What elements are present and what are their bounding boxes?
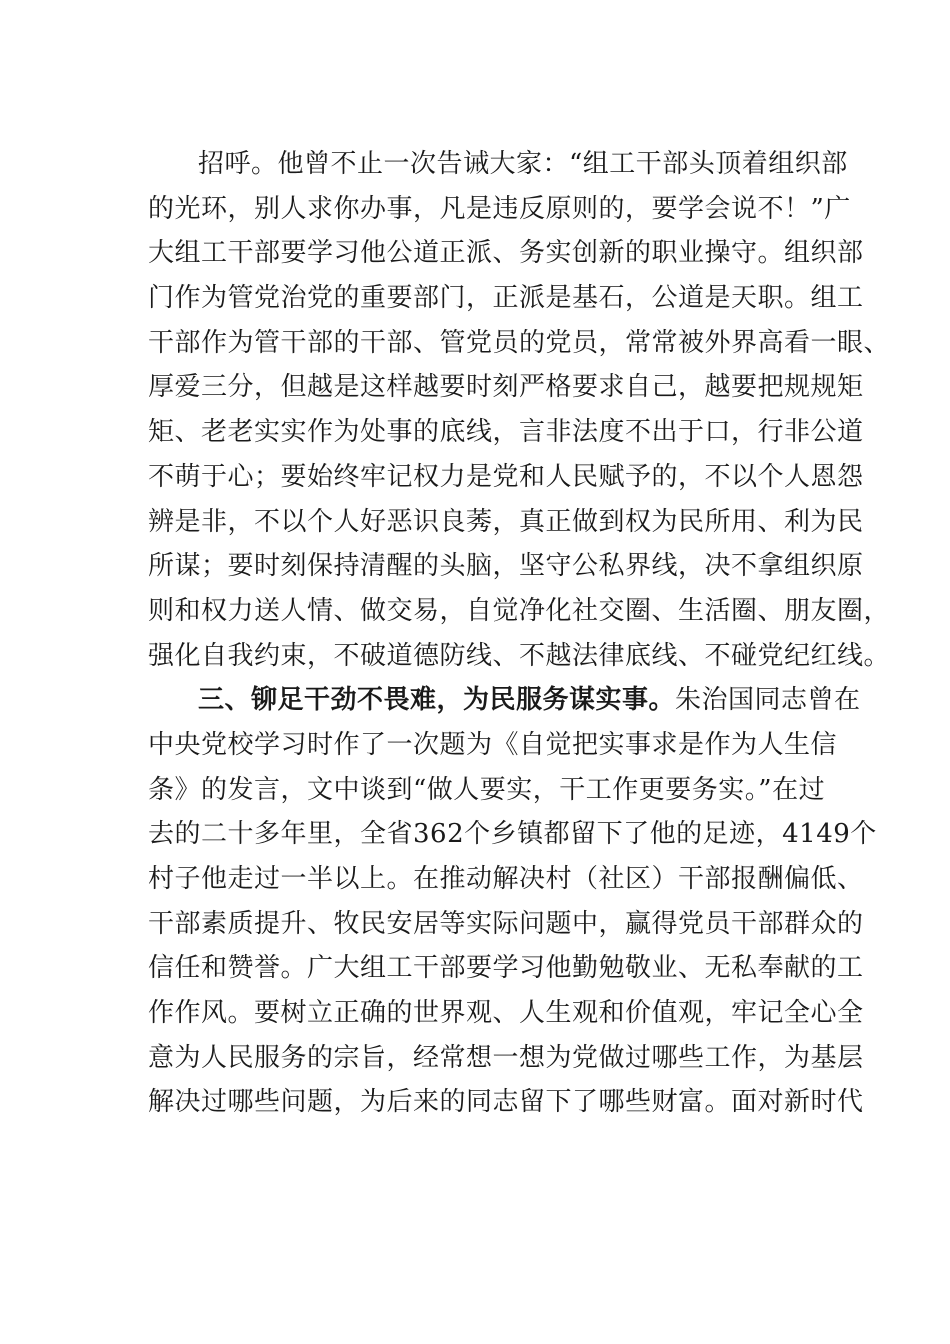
text-line: 厚爱三分，但越是这样越要时刻严格要求自己，越要把规规矩 (148, 372, 864, 403)
text-line: 强化自我约束，不破道德防线、不越法律底线、不碰党纪红线。 (148, 640, 891, 671)
text-line: 辨是非，不以个人好恶识良莠，真正做到权为民所用、利为民 (148, 506, 864, 537)
text-line: 作作风。要树立正确的世界观、人生观和价值观，牢记全心全 (148, 998, 864, 1029)
text-line: 信任和赞誉。广大组工干部要学习他勤勉敬业、无私奉献的工 (148, 953, 864, 984)
text-line: 则和权力送人情、做交易，自觉净化社交圈、生活圈、朋友圈， (148, 595, 891, 626)
section-heading: 三、铆足干劲不畏难，为民服务谋实事。 (198, 685, 676, 716)
text-line: 干部素质提升、牧民安居等实际问题中，赢得党员干部群众的 (148, 908, 864, 939)
body-text (148, 142, 891, 1125)
text-line: 解决过哪些问题，为后来的同志留下了哪些财富。面对新时代 (148, 1087, 864, 1118)
text-line: 招呼。他曾不止一次告诫大家：“组工干部头顶着组织部 (198, 149, 848, 179)
text-line: 去的二十多年里，全省362个乡镇都留下了他的足迹，4149个 (148, 819, 877, 850)
text-line: 所谋；要时刻保持清醒的头脑，坚守公私界线，决不拿组织原 (148, 551, 864, 582)
text-line: 中央党校学习时作了一次题为《自觉把实事求是作为人生信 (148, 729, 838, 760)
text-line: 的光环，别人求你办事，凡是违反原则的，要学会说不！”广 (148, 193, 851, 224)
text-line: 村子他走过一半以上。在推动解决村（社区）干部报酬偏低、 (148, 864, 864, 894)
section-heading-rest: 朱治国同志曾在 (675, 685, 861, 716)
text-line: 门作为管党治党的重要部门，正派是基石，公道是天职。组工 (148, 283, 864, 314)
text-line: 干部作为管干部的干部、管党员的党员，常常被外界高看一眼、 (148, 327, 891, 358)
section-heading-line (148, 678, 861, 723)
text-line: 不萌于心；要始终牢记权力是党和人民赋予的，不以个人恩怨 (148, 461, 864, 492)
text-line: 意为人民服务的宗旨，经常想一想为党做过哪些工作，为基层 (148, 1042, 864, 1073)
text-line: 大组工干部要学习他公道正派、务实创新的职业操守。组织部 (148, 238, 864, 269)
text-line: 矩、老老实实作为处事的底线，言非法度不出于口，行非公道 (148, 417, 864, 448)
text-line: 条》的发言，文中谈到“做人要实，干工作更要务实。”在过 (148, 774, 826, 805)
